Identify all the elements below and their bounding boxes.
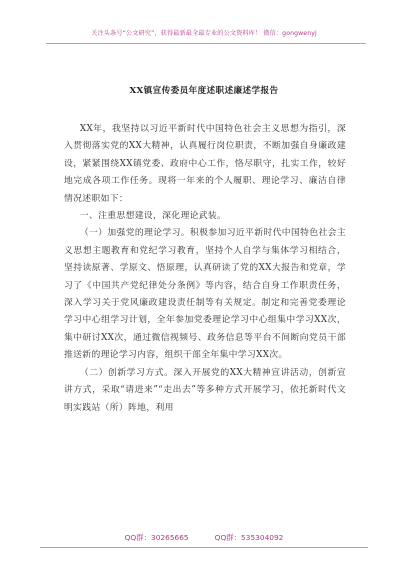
- footer-contact: [0, 532, 408, 543]
- document-body: [64, 121, 346, 417]
- header-banner: 关注头条号“公文研究”，获得最新最全最专业的公文资料库！ 微信：gongwenyj: [91, 30, 317, 37]
- intro-paragraph: XX年，我坚持以习近平新时代中国特色社会主义思想为指引，深入贯彻落实党的XX大精神，认真履行岗位职责，不断加强自身廉政建设，紧紧围绕XX镇党委、政府中心工作，恪尽职守，扎实工作，较好地完成各项工作任务。现将一年来的个人履职、理论学习、廉洁自律情况述职如下：: [64, 124, 346, 204]
- subsection-paragraph-1: （一）加强党的理论学习。积极参加习近平新时代中国特色社会主义思想主题教育和党纪学习教育，坚持个人自学与集体学习相结合，坚持读原著、学原文、悟原理，认真研读了党的XX大报告和党章，学习了《中国共产党纪律处分条例》等内容，结合自身工作职责任务，深入学习关于党风廉政建设责任制等有关规定。制定和完善党委理论学习中心组学习计划，全年参加党委理论学习中心组集中学习XX次，集中研讨XX次，通过微信视频号、政务信息等平台不间断向党员干部推送新的理论学习内容，组织干部全年集中学习XX次。: [64, 228, 346, 361]
- section-heading: 一、注重思想建设，深化理论武装。: [79, 211, 227, 222]
- footer-divider: [40, 547, 368, 548]
- header-divider: [46, 43, 366, 44]
- document-title: XX镇宣传委员年度述职述廉述学报告: [129, 86, 279, 96]
- qq-group-1: QQ群：30265665: [124, 533, 189, 542]
- qq-group-2: QQ群：535304092: [214, 533, 284, 542]
- subsection-paragraph-2: （二）创新学习方式。深入开展党的XX大精神宣讲活动，创新宣讲方式，采取“请进来”“走出去”等多种方式开展学习，依托新时代文明实践站（所）阵地，利用: [64, 367, 346, 413]
